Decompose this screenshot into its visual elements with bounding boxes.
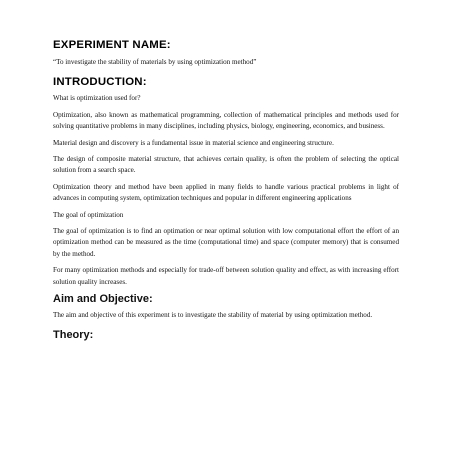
paragraph-goal: The goal of optimization is to find an optimation or near optimal solution with low computational effort the effort of an optimization method can be measured as the time (computational time) and space (computer memory) that is consumed by the method. (53, 227, 399, 258)
paragraph-optimization: Optimization, also known as mathematical programming, collection of mathematical principles and methods used for solving quantitative problems in many disciplines, including physics, biology, engineering, economics, and business. (53, 110, 399, 131)
paragraph-material-design: Material design and discovery is a fundamental issue in material science and engineering structure. (53, 138, 334, 147)
paragraph-theory-method: Optimization theory and method have been applied in many fields to handle various practical problems in light of advances in computing system, optimization techniques and popular in different engineering applications (53, 182, 399, 203)
paragraph-tradeoff: For many optimization methods and especially for trade-off between solution quality and effect, as with increasing effort solution quality increases. (53, 266, 399, 286)
document-body (53, 38, 399, 342)
goal-label: The goal of optimization (53, 210, 124, 219)
paragraph-aim: The aim and objective of this experiment is to investigate the stability of material by using optimization method. (53, 311, 373, 320)
experiment-title-quote: “To investigate the stability of materials by using optimization method” (53, 58, 257, 66)
theory-heading: Theory: (53, 328, 94, 341)
intro-question: What is optimization used for? (53, 94, 141, 103)
introduction-heading: INTRODUCTION: (53, 76, 147, 89)
aim-objective-heading: Aim and Objective: (53, 293, 153, 306)
paragraph-composite: The design of composite material structure, that achieves certain quality, is often the problem of selecting the optical solution from a search space. (53, 155, 399, 175)
experiment-name-heading: EXPERIMENT NAME: (53, 39, 171, 51)
